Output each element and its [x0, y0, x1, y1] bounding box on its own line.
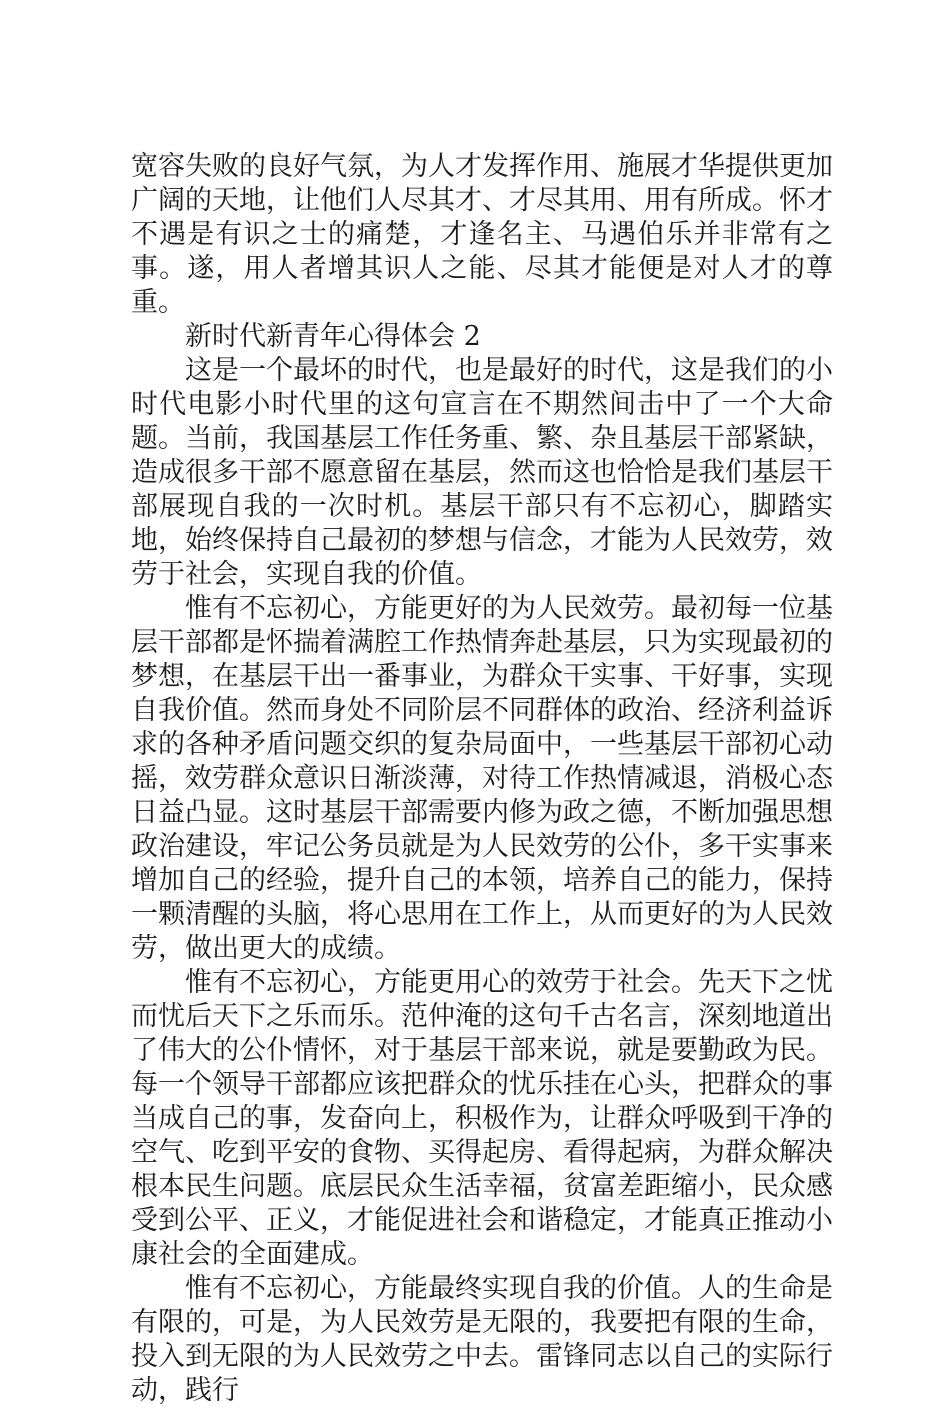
section-heading: 新时代新青年心得体会 2: [185, 321, 481, 352]
paragraph: 惟有不忘初心，方能最终实现自我的价值。人的生命是有限的，可是，为人民效劳是无限的，我要把有限的生命，投入到无限的为人民效劳之中去。雷锋同志以自己的实际行动，践行: [131, 1273, 833, 1406]
paragraph: 惟有不忘初心，方能更好的为人民效劳。最初每一位基层干部都是怀揣着满腔工作热情奔赴基层，只为实现最初的梦想，在基层干出一番事业，为群众干实事、干好事，实现自我价值。然而身处不同阶层不同群体的政治、经济利益诉求的各种矛盾问题交织的复杂局面中，一些基层干部初心动摇，效劳群众意识日渐淡薄，对待工作热情减退，消极心态日益凸显。这时基层干部需要内修为政之德，不断加强思想政治建设，牢记公务员就是为人民效劳的公仆，多干实事来增加自己的经验，提升自己的本领，培养自己的能力，保持一颗清醒的头脑，将心思用在工作上，从而更好的为人民效劳，做出更大的成绩。: [131, 593, 833, 964]
paragraph: 惟有不忘初心，方能更用心的效劳于社会。先天下之忧而忧后天下之乐而乐。范仲淹的这句千古名言，深刻地道出了伟大的公仆情怀，对于基层干部来说，就是要勤政为民。每一个领导干部都应该把群众的忧乐挂在心头，把群众的事当成自己的事，发奋向上，积极作为，让群众呼吸到干净的空气、吃到平安的食物、买得起房、看得起病，为群众解决根本民生问题。底层民众生活幸福，贫富差距缩小，民众感受到公平、正义，才能促进社会和谐稳定，才能真正推动小康社会的全面建成。: [131, 967, 833, 1270]
paragraph: 这是一个最坏的时代，也是最好的时代，这是我们的小时代电影小时代里的这句宣言在不期然间击中了一个大命题。当前，我国基层工作任务重、繁、杂且基层干部紧缺，造成很多干部不愿意留在基层，然而这也恰恰是我们基层干部展现自我的一次时机。基层干部只有不忘初心，脚踏实地，始终保持自己最初的梦想与信念，才能为人民效劳，效劳于社会，实现自我的价值。: [131, 355, 833, 590]
document-body: [131, 150, 833, 1408]
paragraph-continuation: 宽容失败的良好气氛，为人才发挥作用、施展才华提供更加广阔的天地，让他们人尽其才、才尽其用、用有所成。怀才不遇是有识之士的痛楚，才逢名主、马遇伯乐并非常有之事。遂，用人者增其识人之能、尽其才能便是对人才的尊重。: [131, 151, 833, 318]
